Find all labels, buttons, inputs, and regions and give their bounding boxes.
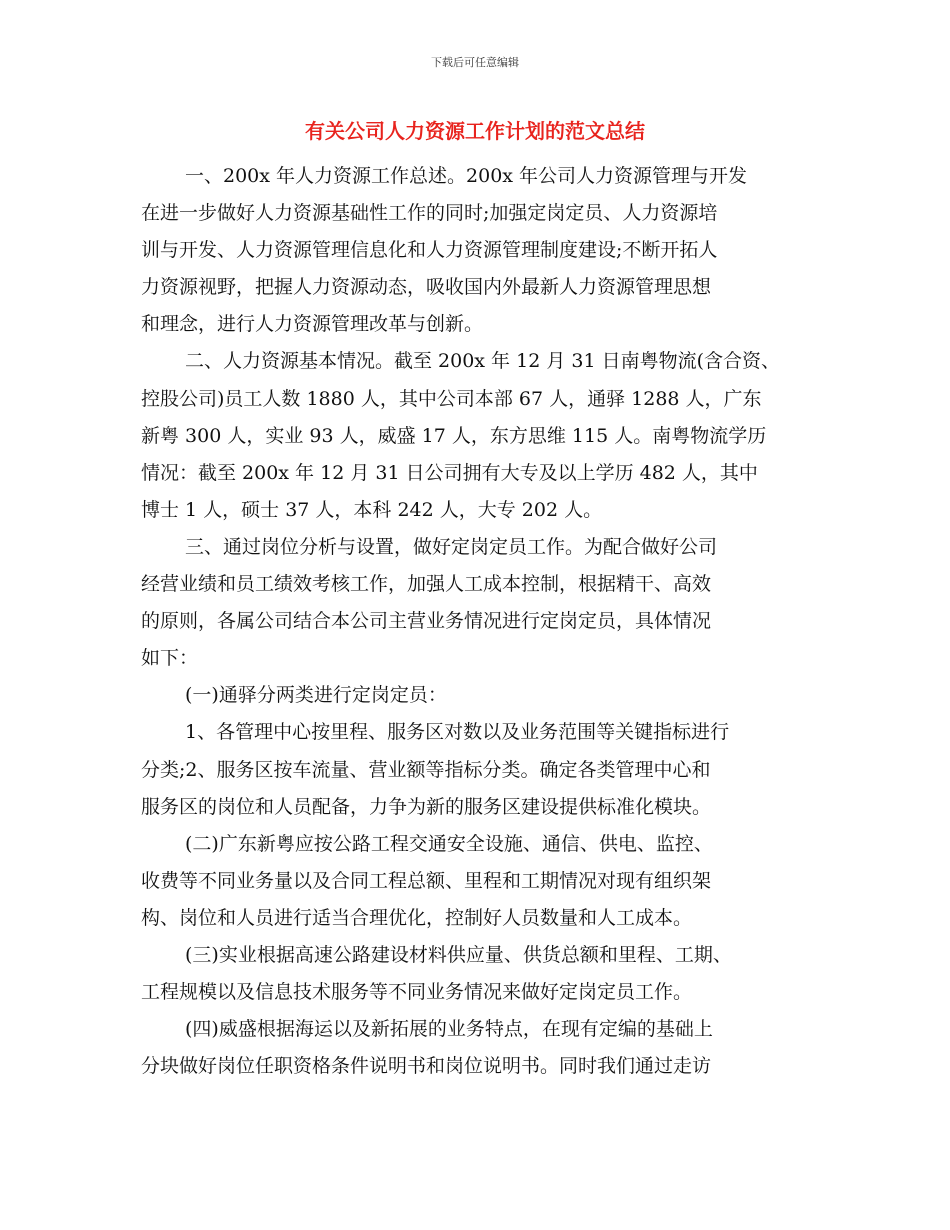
text-line: (四)威盛根据海运以及新拓展的业务特点，在现有定编的基础上 bbox=[185, 1018, 713, 1041]
text-line: 和理念，进行人力资源管理改革与创新。 bbox=[141, 313, 484, 336]
text-line: 1、各管理中心按里程、服务区对数以及业务范围等关键指标进行 bbox=[185, 721, 730, 744]
document-title: 有关公司人力资源工作计划的范文总结 bbox=[305, 119, 645, 143]
text-line: 博士 1 人，硕士 37 人，本科 242 人，大专 202 人。 bbox=[141, 498, 603, 521]
text-line: (一)通驿分两类进行定岗定员： bbox=[185, 684, 447, 707]
text-line: 二、人力资源基本情况。截至 200x 年 12 月 31 日南粤物流(含合资、 bbox=[185, 350, 780, 373]
text-line: 如下： bbox=[141, 647, 199, 670]
text-line: (三)实业根据高速公路建设材料供应量、供货总额和里程、工期、 bbox=[185, 943, 732, 966]
text-line: 分块做好岗位任职资格条件说明书和岗位说明书。同时我们通过走访 bbox=[141, 1055, 712, 1078]
text-line: 服务区的岗位和人员配备，力争为新的服务区建设提供标准化模块。 bbox=[141, 795, 712, 818]
text-line: 的原则，各属公司结合本公司主营业务情况进行定岗定员，具体情况 bbox=[141, 610, 712, 633]
text-line: 控股公司)员工人数 1880 人，其中公司本部 67 人，通驿 1288 人，广东 bbox=[141, 387, 762, 410]
document-body bbox=[141, 158, 821, 1085]
text-line: 在进一步做好人力资源基础性工作的同时;加强定岗定员、人力资源培 bbox=[141, 202, 718, 225]
text-line: 分类;2、服务区按车流量、营业额等指标分类。确定各类管理中心和 bbox=[141, 758, 711, 781]
text-line: 三、通过岗位分析与设置，做好定岗定员工作。为配合做好公司 bbox=[185, 535, 718, 558]
text-line: 构、岗位和人员进行适当合理优化，控制好人员数量和人工成本。 bbox=[141, 906, 693, 929]
text-line: 工程规模以及信息技术服务等不同业务情况来做好定岗定员工作。 bbox=[141, 981, 693, 1004]
page-header: 下载后可任意编辑 bbox=[431, 56, 519, 69]
text-line: 训与开发、人力资源管理信息化和人力资源管理制度建设;不断开拓人 bbox=[141, 239, 718, 262]
text-line: 经营业绩和员工绩效考核工作，加强人工成本控制，根据精干、高效 bbox=[141, 573, 712, 596]
text-line: (二)广东新粤应按公路工程交通安全设施、通信、供电、监控、 bbox=[185, 832, 713, 855]
text-line: 收费等不同业务量以及合同工程总额、里程和工期情况对现有组织架 bbox=[141, 869, 712, 892]
text-line: 一、200x 年人力资源工作总述。200x 年公司人力资源管理与开发 bbox=[185, 165, 748, 187]
text-line: 新粤 300 人，实业 93 人，威盛 17 人，东方思维 115 人。南粤物流学历 bbox=[141, 424, 767, 447]
text-line: 力资源视野，把握人力资源动态，吸收国内外最新人力资源管理思想 bbox=[141, 276, 712, 299]
text-line: 情况：截至 200x 年 12 月 31 日公司拥有大专及以上学历 482 人，其中 bbox=[141, 461, 758, 484]
